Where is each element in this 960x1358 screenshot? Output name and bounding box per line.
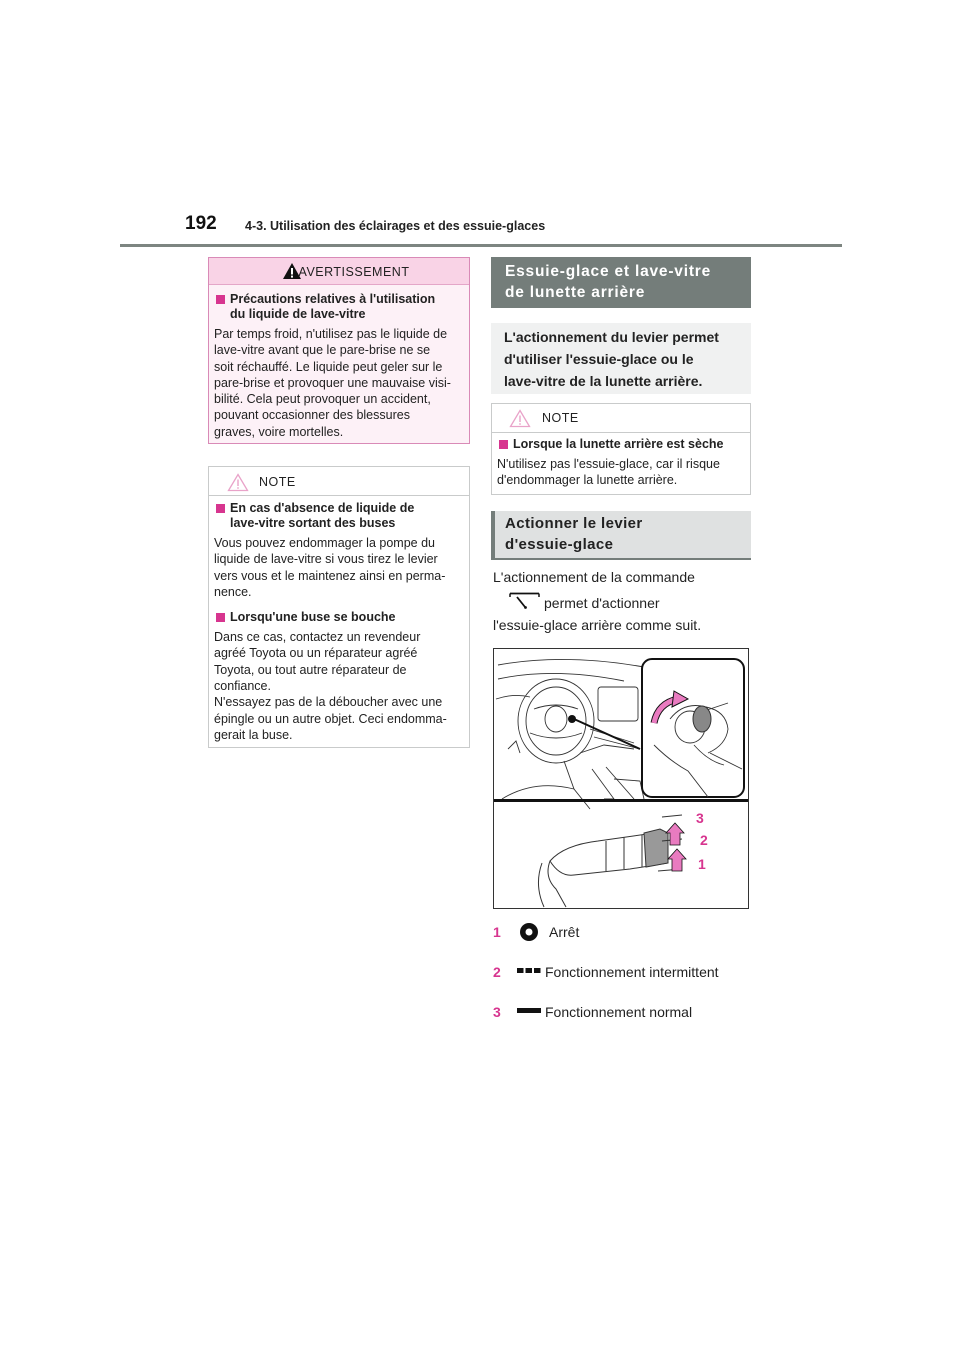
solid-bar-icon — [517, 1007, 541, 1015]
lever-text-line1: L'actionnement de la commande — [493, 569, 695, 585]
note-box-2 — [491, 403, 751, 495]
rear-wiper-icon — [509, 592, 541, 610]
page-number: 192 — [185, 213, 217, 234]
warning-header — [209, 258, 469, 285]
callout-1: 1 — [698, 856, 706, 872]
note-header — [492, 404, 750, 433]
caution-triangle-icon — [227, 473, 249, 492]
callout-3: 3 — [696, 810, 704, 826]
position-label: Fonctionnement intermittent — [545, 964, 719, 980]
section-title: 4-3. Utilisation des éclairages et des essuie-glaces — [245, 219, 546, 233]
lever-text-line3: l'essuie-glace arrière comme suit. — [493, 617, 702, 633]
dashboard-illustration — [494, 649, 748, 908]
callout-2: 2 — [700, 832, 708, 848]
lever-section-heading: Actionner le levier d'essuie-glace — [491, 511, 751, 560]
warning-heading: AVERTISSEMENT — [298, 265, 410, 279]
note-body: Dans ce cas, contactez un revendeur agréé Toyota ou un réparateur agréé Toyota, ou tout autre réparateur de confiance. N'essayez pas de la déboucher avec une épingle ou un autre objet. Ceci endomma- gerait la buse. — [214, 630, 447, 742]
position-number: 2 — [493, 964, 501, 980]
warning-body: Par temps froid, n'utilisez pas le liquide de lave-vitre avant que le pare-brise ne se soit réchauffé. Le liquide peut geler sur le pare-brise et provoquer une mauvaise visi- bilité. Cela peut provoquer un accident, pouvant occasionner des blessures graves, voire mortelles. — [214, 327, 451, 439]
warning-item-title: Précautions relatives à l'utilisation du liquide de lave-vitre — [212, 292, 466, 322]
warning-box — [208, 257, 470, 444]
note-body: Vous pouvez endommager la pompe du liquide de lave-vitre si vous tirez le levier vers vous et le maintenez ainsi en perma- nence. — [214, 536, 446, 599]
dashed-bar-icon — [517, 967, 541, 975]
off-ring-icon — [519, 922, 539, 942]
bullet-square-icon — [216, 504, 225, 513]
lever-text-line2: permet d'actionner — [544, 595, 660, 611]
wiper-lever-illustration — [493, 648, 749, 909]
note-item-title: Lorsqu'une buse se bouche — [212, 610, 466, 625]
note-header — [209, 467, 469, 496]
rear-wiper-section-heading: Essuie-glace et lave-vitre de lunette arrière — [491, 257, 751, 308]
position-number: 3 — [493, 1004, 501, 1020]
note-heading: NOTE — [259, 475, 296, 489]
note-box-1 — [208, 466, 470, 748]
bullet-square-icon — [216, 613, 225, 622]
caution-triangle-icon — [509, 409, 531, 428]
note-body: N'utilisez pas l'essuie-glace, car il risque d'endommager la lunette arrière. — [497, 457, 720, 488]
note-item-title: En cas d'absence de liquide de lave-vitre sortant des buses — [212, 501, 466, 531]
note-item-title: Lorsque la lunette arrière est sèche — [495, 437, 747, 452]
position-number: 1 — [493, 924, 501, 940]
bullet-square-icon — [499, 440, 508, 449]
bullet-square-icon — [216, 295, 225, 304]
header-rule — [120, 244, 842, 247]
position-label: Arrêt — [549, 924, 580, 940]
section-intro: L'actionnement du levier permet d'utiliser l'essuie-glace ou le lave-vitre de la lunette arrière. — [491, 323, 751, 394]
position-label: Fonctionnement normal — [545, 1004, 693, 1020]
note-heading: NOTE — [542, 411, 579, 425]
